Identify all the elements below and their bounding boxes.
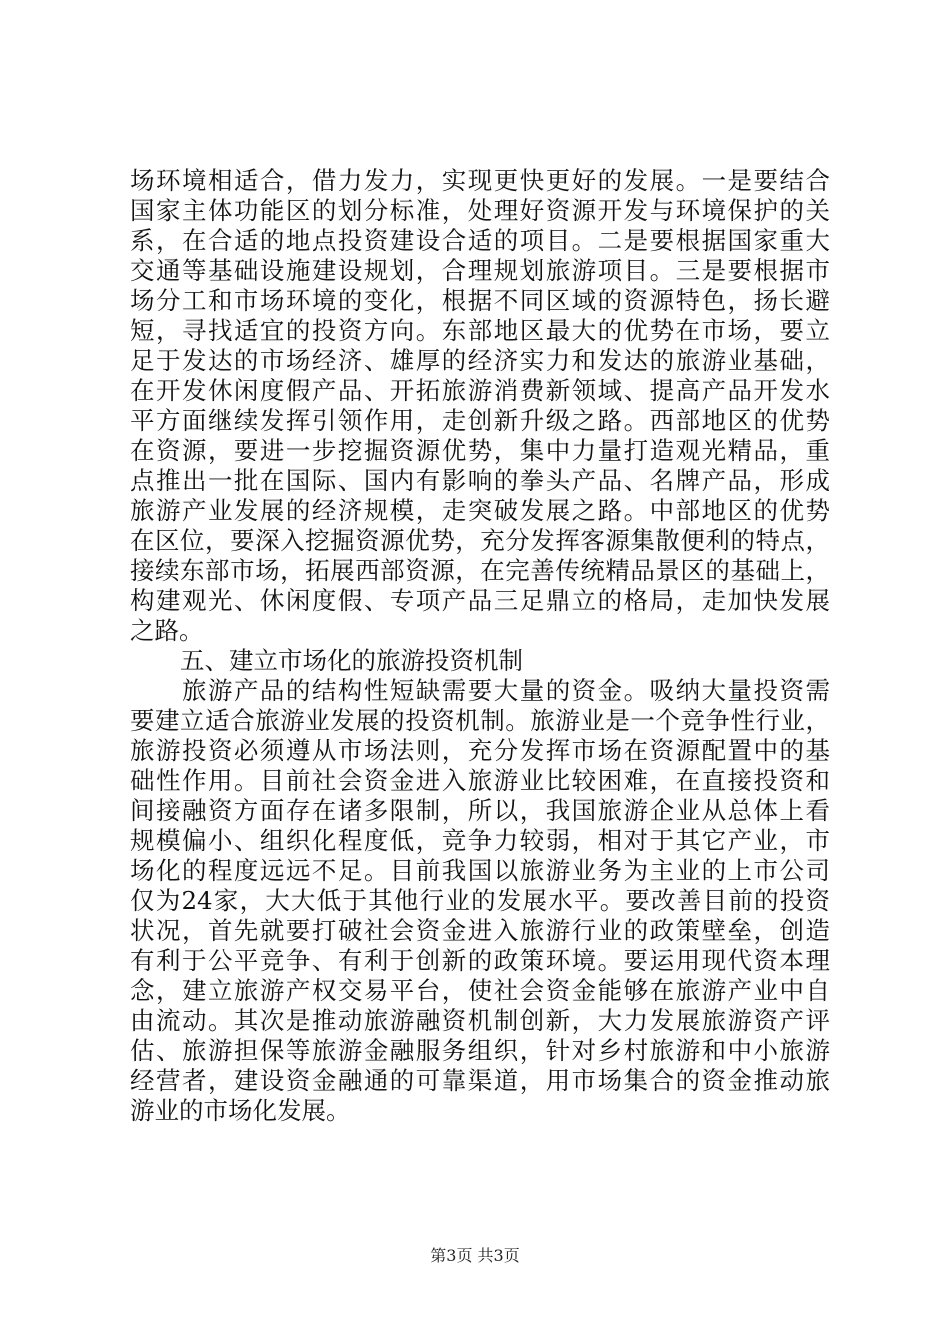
text-line: 估、旅游担保等旅游金融服务组织，针对乡村旅游和中小旅游 [130, 1036, 830, 1065]
text-line: 场分工和市场环境的变化，根据不同区域的资源特色，扬长避 [130, 286, 830, 315]
text-line: 间接融资方面存在诸多限制，所以，我国旅游企业从总体上看 [130, 796, 830, 825]
paragraph-end-line: 游业的市场化发展。 [130, 1096, 351, 1125]
text-line: 仅为24家，大大低于其他行业的发展水平。要改善目前的投资 [130, 886, 830, 915]
text-line: 场化的程度远远不足。目前我国以旅游业务为主业的上市公司 [130, 856, 830, 885]
text-line: 在资源，要进一步挖掘资源优势，集中力量打造观光精品，重 [130, 436, 830, 465]
text-line: 在区位，要深入挖掘资源优势，充分发挥客源集散便利的特点， [130, 526, 830, 555]
text-line: 由流动。其次是推动旅游融资机制创新，大力发展旅游资产评 [130, 1006, 830, 1035]
text-line: 要建立适合旅游业发展的投资机制。旅游业是一个竞争性行业， [130, 706, 830, 735]
text-line: 旅游产业发展的经济规模，走突破发展之路。中部地区的优势 [130, 496, 830, 525]
text-line: 场环境相适合，借力发力，实现更快更好的发展。一是要结合 [130, 166, 830, 195]
text-line: 有利于公平竞争、有利于创新的政策环境。要运用现代资本理 [130, 946, 830, 975]
text-line: 系，在合适的地点投资建设合适的项目。二是要根据国家重大 [130, 226, 830, 255]
text-line: 短，寻找适宜的投资方向。东部地区最大的优势在市场，要立 [130, 316, 830, 345]
text-line: 足于发达的市场经济、雄厚的经济实力和发达的旅游业基础， [130, 346, 830, 375]
text-line: 国家主体功能区的划分标准，处理好资源开发与环境保护的关 [130, 196, 830, 225]
text-line: 平方面继续发挥引领作用，走创新升级之路。西部地区的优势 [130, 406, 830, 435]
section-heading: 五、建立市场化的旅游投资机制 [180, 646, 523, 675]
text-line: 经营者，建设资金融通的可靠渠道，用市场集合的资金推动旅 [130, 1066, 830, 1095]
text-line: 接续东部市场，拓展西部资源，在完善传统精品景区的基础上， [130, 556, 830, 585]
text-line: 构建观光、休闲度假、专项产品三足鼎立的格局，走加快发展 [130, 586, 830, 615]
page-footer: 第3页 共3页 [430, 1246, 520, 1265]
text-line: 交通等基础设施建设规划，合理规划旅游项目。三是要根据市 [130, 256, 830, 285]
text-line: 点推出一批在国际、国内有影响的拳头产品、名牌产品，形成 [130, 466, 830, 495]
text-line: 旅游投资必须遵从市场法则，充分发挥市场在资源配置中的基 [130, 736, 830, 765]
document-body [130, 166, 830, 1126]
text-line: 状况，首先就要打破社会资金进入旅游行业的政策壁垒，创造 [130, 916, 830, 945]
text-line: 规模偏小、组织化程度低，竞争力较弱，相对于其它产业，市 [130, 826, 830, 855]
text-line: 础性作用。目前社会资金进入旅游业比较困难，在直接投资和 [130, 766, 830, 795]
text-line: 念，建立旅游产权交易平台，使社会资金能够在旅游产业中自 [130, 976, 830, 1005]
paragraph-first-line: 旅游产品的结构性短缺需要大量的资金。吸纳大量投资需 [182, 676, 830, 705]
paragraph-end-line: 之路。 [130, 616, 204, 645]
text-line: 在开发休闲度假产品、开拓旅游消费新领域、提高产品开发水 [130, 376, 830, 405]
